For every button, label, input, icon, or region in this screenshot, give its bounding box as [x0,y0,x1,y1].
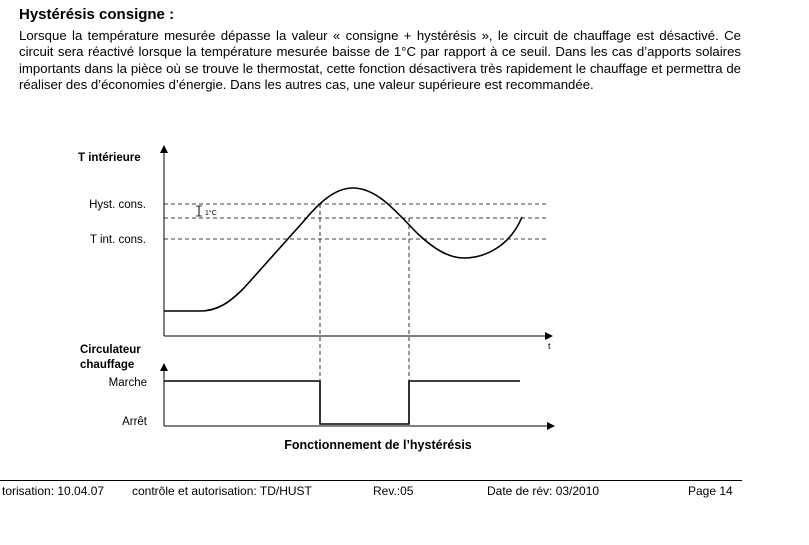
temperature-curve [164,188,522,311]
state-marche-label: Marche [108,377,147,389]
footer-rule [0,480,742,481]
footer-rev-date: Date de rév: 03/2010 [487,484,600,498]
lower-y-label-1: Circulateur [80,344,141,356]
upper-x-label: t [548,341,551,351]
footer-authorisation: torisation: 10.04.07 [2,484,105,498]
footer-page: Page 14 [688,484,733,498]
state-arret-label: Arrêt [122,416,147,428]
t-int-cons-label: T int. cons. [89,234,146,246]
section-title: Hystérésis consigne : [19,6,175,23]
section-paragraph: Lorsque la température mesurée dépasse la valeur « consigne + hystérésis », le circuit de chauffage est désactivé. Ce circuit sera réactivé lorsque la température mesurée baisse de 1°C par rapport à ce seuil. Dans les cas d’apports solaires importants dans la pièce où se trouve le thermostat, cette fonction désactivera très rapidement le chauffage et permettra de réaliser des d’économies d’énergie. Dans les autres cas, une valeur supérieure est recommandée. [19,28,741,93]
chart-title: Fonctionnement de l’hystérésis [284,438,472,452]
delta-label: 1°C [205,210,217,217]
footer-revision: Rev.:05 [373,484,414,498]
pump-state-line [164,381,520,424]
hyst-cons-label: Hyst. cons. [89,199,146,211]
lower-y-label-2: chauffage [80,359,135,371]
footer-control: contrôle et autorisation: TD/HUST [132,484,312,498]
upper-y-label: T intérieure [78,152,141,164]
